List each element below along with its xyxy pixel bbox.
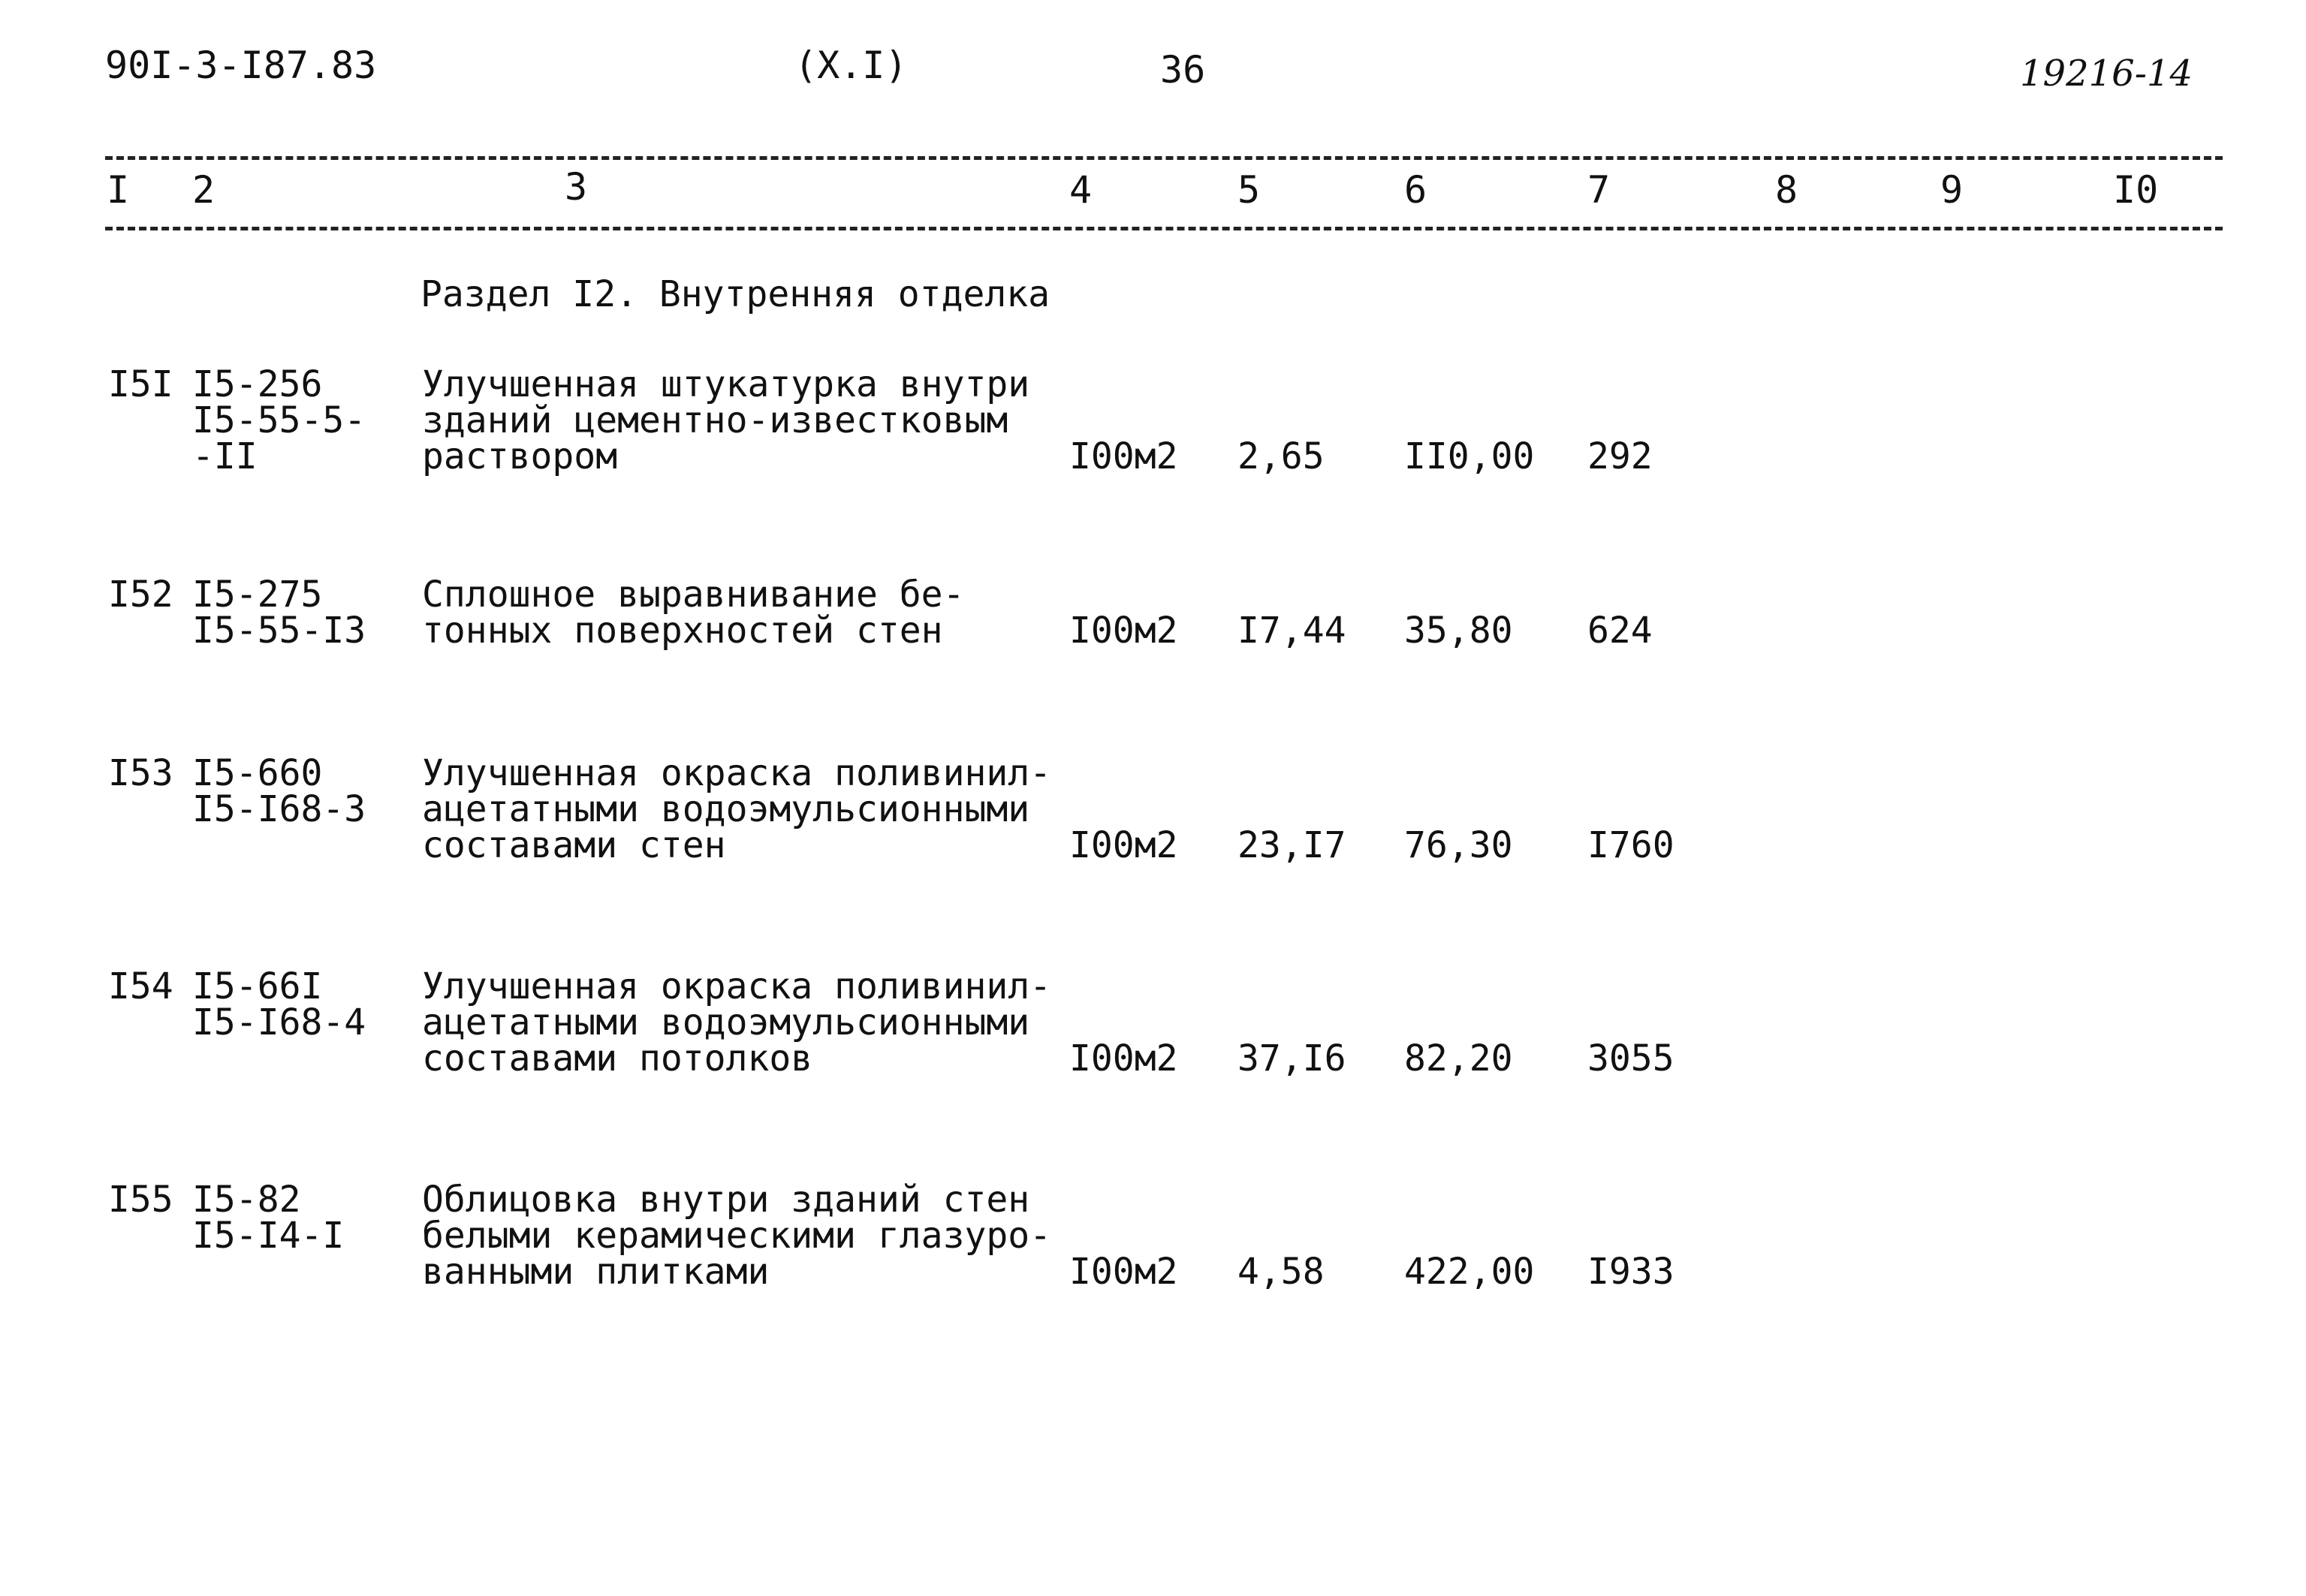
column-number: 8: [1775, 168, 1798, 212]
header-top-rule: [105, 156, 2223, 160]
document-code: 90I-3-I87.83: [105, 44, 377, 87]
column-number: I: [107, 168, 130, 212]
work-description: тонных поверхностей стен: [422, 610, 943, 652]
row-number: I55: [108, 1179, 173, 1221]
norm-code: I5-256: [192, 363, 323, 405]
row-number: I5I: [108, 363, 173, 405]
row-number: I53: [108, 752, 173, 794]
norm-code: I5-82: [192, 1179, 301, 1221]
work-description: Улучшенная окраска поливинил-: [422, 965, 1052, 1007]
work-description: Сплошное выравнивание бе-: [422, 574, 965, 616]
work-description: зданий цементно-известковым: [422, 399, 1008, 441]
section-title: Раздел I2. Внутренняя отделка: [421, 273, 1051, 315]
column-number: 7: [1587, 168, 1611, 212]
norm-code: I5-I68-4: [192, 1001, 366, 1043]
unit-price: 35,80: [1404, 610, 1513, 652]
total-cost: 624: [1587, 610, 1653, 652]
unit-price: II0,00: [1404, 435, 1535, 477]
unit-price: 422,00: [1404, 1251, 1535, 1293]
total-cost: 292: [1587, 435, 1653, 477]
inventory-stamp: 19216-14: [2020, 53, 2193, 95]
work-description: раствором: [422, 435, 618, 477]
norm-code: I5-275: [192, 574, 323, 616]
column-number: 3: [565, 165, 588, 209]
work-description: составами потолков: [422, 1037, 813, 1080]
quantity: 2,65: [1237, 435, 1325, 477]
row-number: I52: [108, 574, 173, 616]
norm-code: I5-660: [192, 752, 323, 794]
norm-code: I5-I4-I: [192, 1215, 345, 1257]
unit: I00м2: [1069, 1251, 1178, 1293]
unit-price: 76,30: [1404, 824, 1513, 866]
work-description: ацетатными водоэмульсионными: [422, 788, 1030, 830]
unit: I00м2: [1069, 824, 1178, 866]
unit: I00м2: [1069, 610, 1178, 652]
norm-code: I5-I68-3: [192, 788, 366, 830]
column-number: I0: [2113, 168, 2159, 212]
quantity: 37,I6: [1237, 1037, 1346, 1080]
work-description: ванными плитками: [422, 1251, 770, 1293]
total-cost: 3055: [1587, 1037, 1674, 1080]
header-bottom-rule: [105, 227, 2223, 230]
series-label: (X.I): [794, 44, 908, 87]
work-description: ацетатными водоэмульсионными: [422, 1001, 1030, 1043]
work-description: составами стен: [422, 824, 726, 866]
page-number: 36: [1160, 48, 1206, 92]
unit-price: 82,20: [1404, 1037, 1513, 1080]
column-number: 5: [1237, 168, 1261, 212]
norm-code: I5-66I: [192, 965, 323, 1007]
column-number: 9: [1940, 168, 1964, 212]
work-description: Облицовка внутри зданий стен: [422, 1179, 1030, 1221]
column-number: 2: [192, 168, 216, 212]
quantity: I7,44: [1237, 610, 1346, 652]
norm-code: I5-55-5-: [192, 399, 366, 441]
work-description: Улучшенная окраска поливинил-: [422, 752, 1052, 794]
quantity: 4,58: [1237, 1251, 1325, 1293]
total-cost: I760: [1587, 824, 1674, 866]
quantity: 23,I7: [1237, 824, 1346, 866]
work-description: Улучшенная штукатурка внутри: [422, 363, 1030, 405]
work-description: белыми керамическими глазуро-: [422, 1215, 1052, 1257]
total-cost: I933: [1587, 1251, 1674, 1293]
unit: I00м2: [1069, 435, 1178, 477]
norm-code: -II: [192, 435, 258, 477]
row-number: I54: [108, 965, 173, 1007]
unit: I00м2: [1069, 1037, 1178, 1080]
column-number: 4: [1069, 168, 1093, 212]
column-number: 6: [1404, 168, 1427, 212]
norm-code: I5-55-I3: [192, 610, 366, 652]
